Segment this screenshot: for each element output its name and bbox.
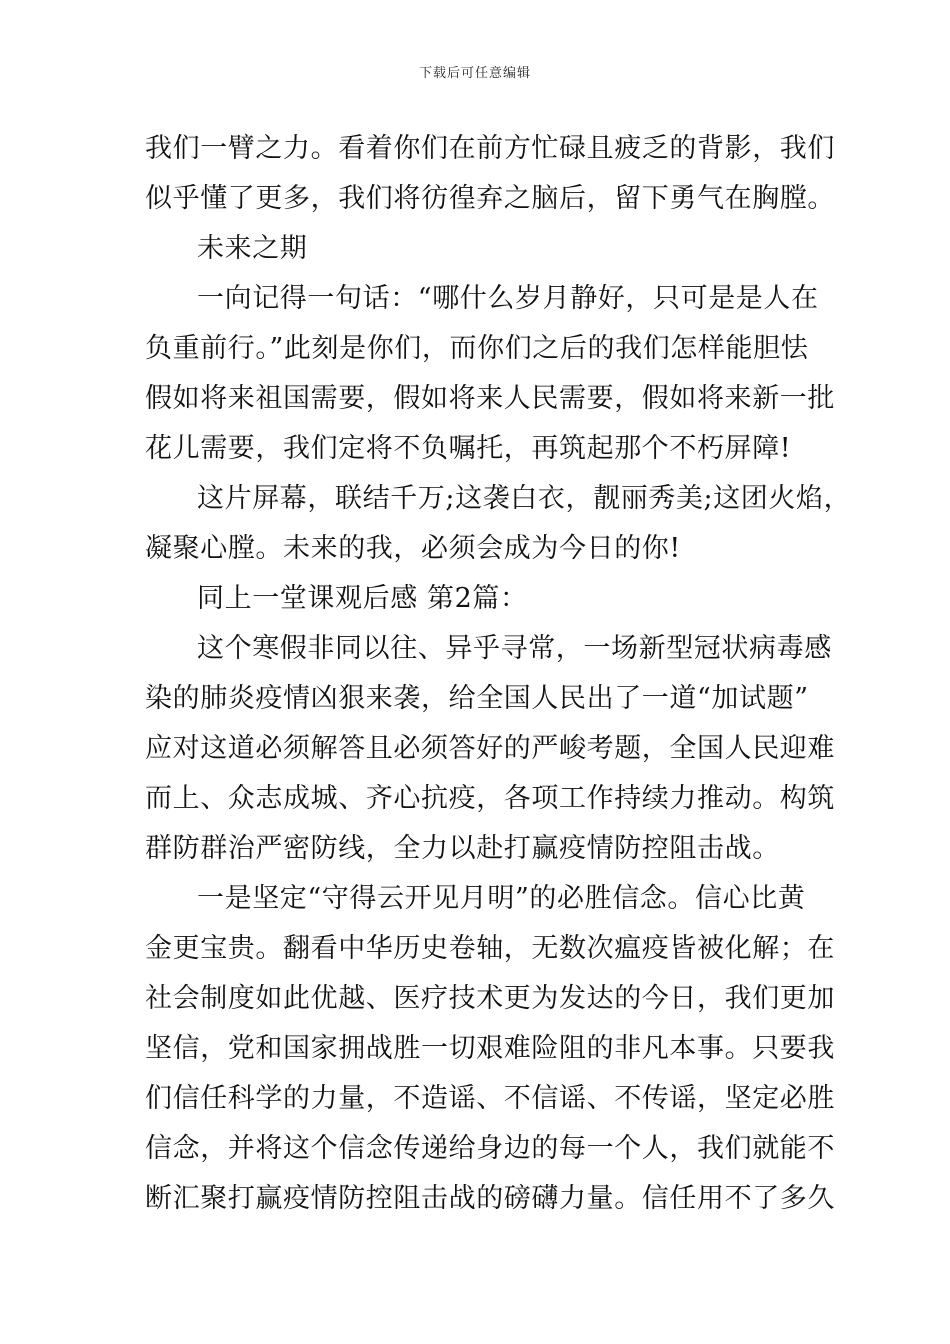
text-line: 我们一臂之力。看着你们在前方忙碌且疲乏的背影，我们	[145, 133, 835, 164]
text-line: 金更宝贵。翻看中华历史卷轴，无数次瘟疫皆被化解；在	[145, 933, 835, 964]
text-line: 社会制度如此优越、医疗技术更为发达的今日，我们更加	[145, 983, 835, 1014]
text-line: 染的肺炎疫情凶狠来袭，给全国人民出了一道“加试题”	[145, 683, 809, 714]
text-line: 断汇聚打赢疫情防控阻击战的磅礴力量。信任用不了多久	[145, 1183, 835, 1214]
text-line: 一是坚定“守得云开见月明”的必胜信念。信心比黄	[197, 883, 806, 914]
text-line: 应对这道必须解答且必须答好的严峻考题，全国人民迎难	[145, 733, 835, 764]
text-line: 信念，并将这个信念传递给身边的每一个人，我们就能不	[145, 1133, 835, 1164]
text-line: 似乎懂了更多，我们将彷徨弃之脑后，留下勇气在胸膛。	[145, 183, 835, 214]
text-line: 而上、众志成城、齐心抗疫，各项工作持续力推动。构筑	[145, 783, 835, 814]
text-line: 这片屏幕，联结千万;这袭白衣，靓丽秀美;这团火焰，	[197, 483, 852, 514]
page-header: 下载后可任意编辑	[418, 66, 531, 81]
section-heading: 未来之期	[197, 233, 308, 264]
text-line: 花儿需要，我们定将不负嘱托，再筑起那个不朽屏障!	[145, 433, 792, 464]
text-line: 群防群治严密防线，全力以赴打赢疫情防控阻击战。	[145, 833, 780, 864]
text-line: 坚信，党和国家拥战胜一切艰难险阻的非凡本事。只要我	[145, 1033, 835, 1064]
text-line: 们信任科学的力量，不造谣、不信谣、不传谣，坚定必胜	[145, 1083, 835, 1114]
text-line: 假如将来祖国需要，假如将来人民需要，假如将来新一批	[145, 383, 835, 414]
text-line: 负重前行。”此刻是你们，而你们之后的我们怎样能胆怯	[145, 333, 809, 364]
section-heading: 同上一堂课观后感 第2篇：	[197, 583, 528, 614]
document-body	[145, 124, 852, 1224]
text-line: 这个寒假非同以往、异乎寻常，一场新型冠状病毒感	[197, 633, 832, 664]
text-line: 一向记得一句话：“哪什么岁月静好，只可是是人在	[197, 283, 819, 314]
text-line: 凝聚心膛。未来的我，必须会成为今日的你!	[145, 533, 681, 564]
